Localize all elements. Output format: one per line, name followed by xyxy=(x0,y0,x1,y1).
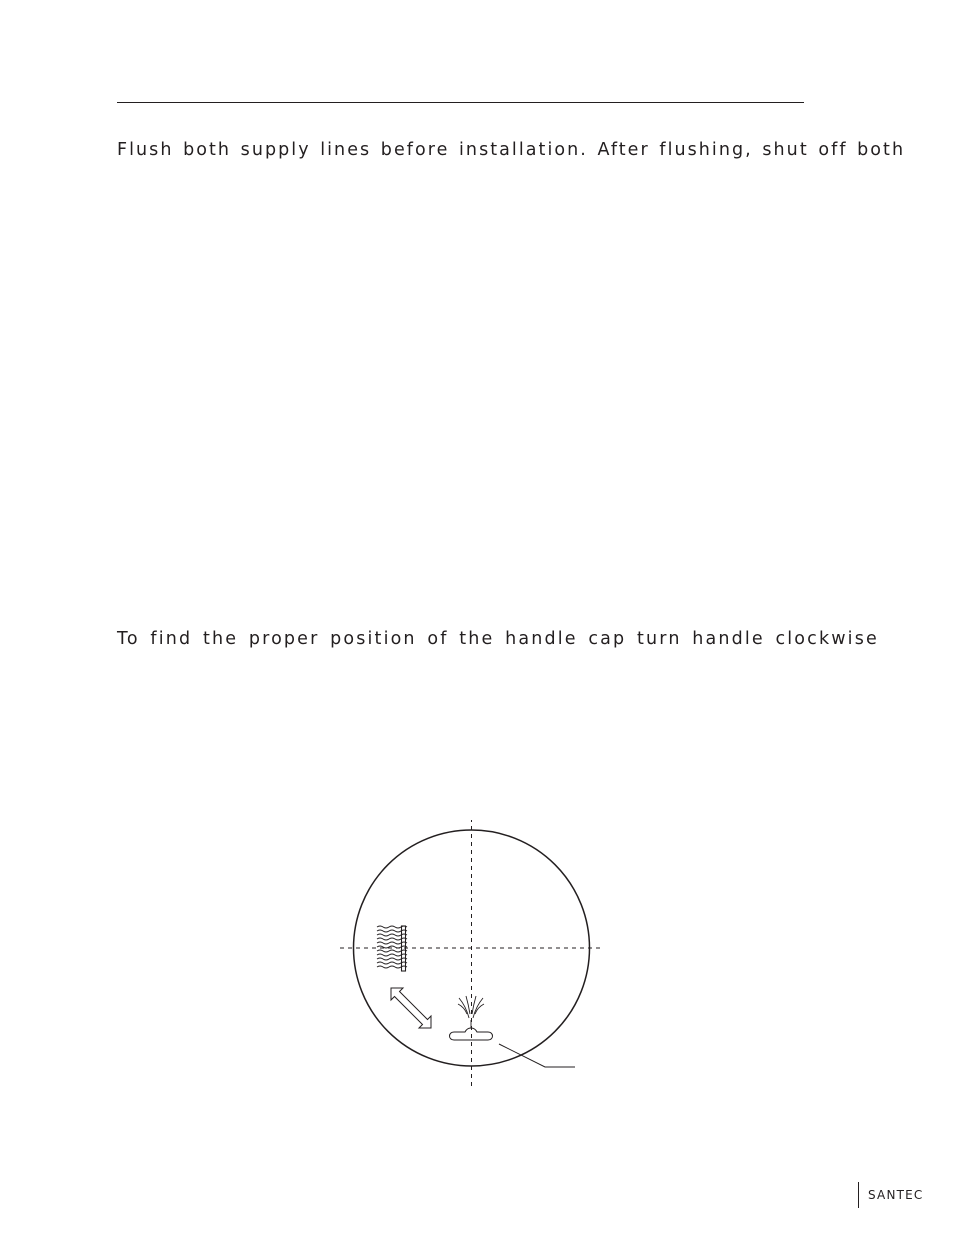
handle-cap-instruction-text: To find the proper position of the handle cap turn handle clockwise xyxy=(117,629,879,649)
flush-instruction-text: Flush both supply lines before installation. After flushing, shut off both xyxy=(117,140,906,160)
rotation-arrow-icon xyxy=(391,988,431,1028)
brand-name: SANTEC xyxy=(868,1188,924,1202)
footer-divider xyxy=(858,1182,859,1208)
handle-cap-position-diagram xyxy=(330,820,620,1095)
header-rule xyxy=(117,102,804,103)
leader-line xyxy=(499,1044,575,1067)
